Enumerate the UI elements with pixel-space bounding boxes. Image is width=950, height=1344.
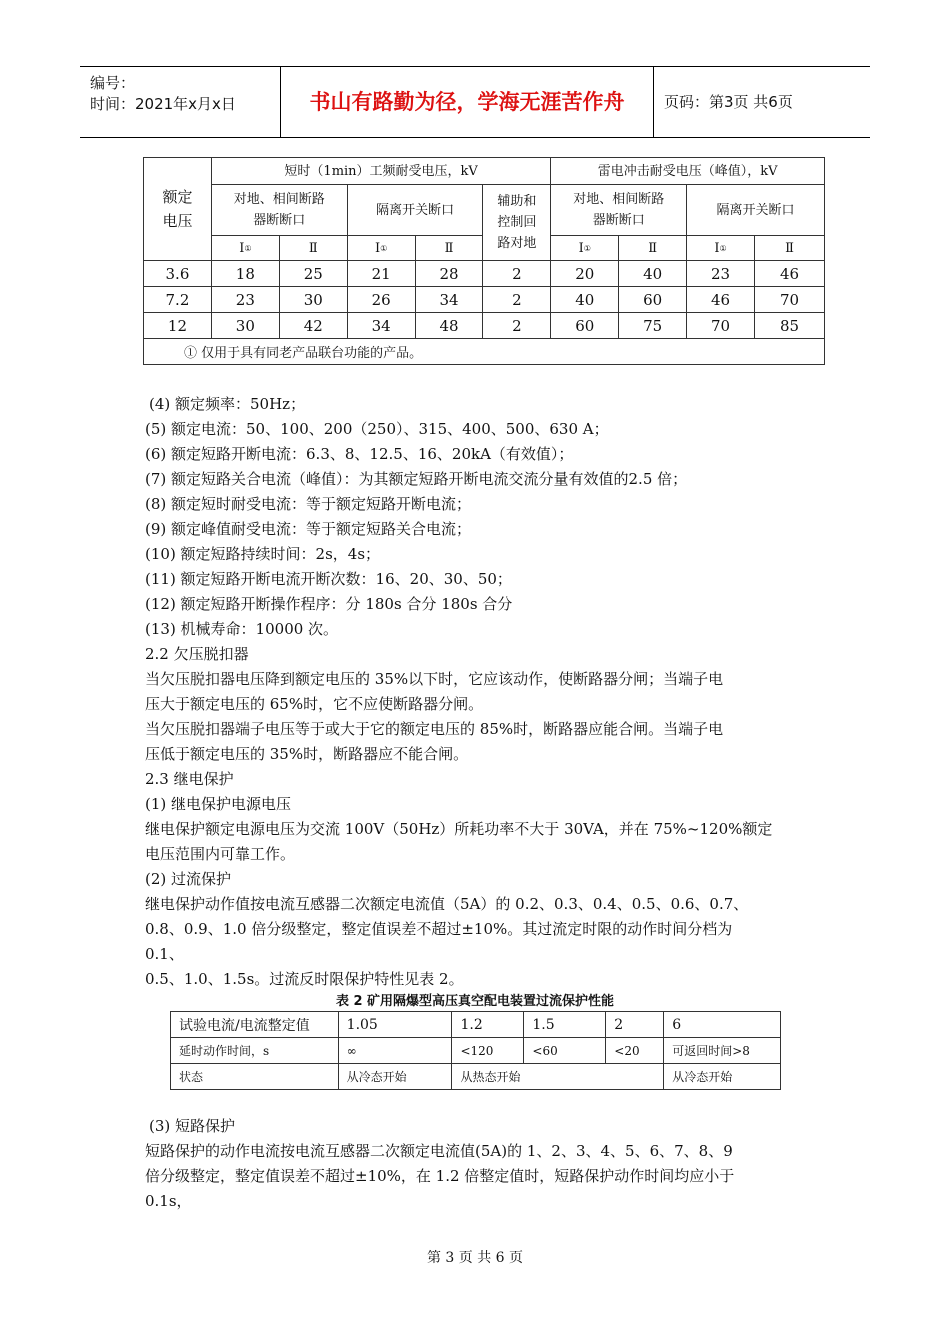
page-footer: 第 3 页 共 6 页 xyxy=(426,1250,524,1266)
body-line: 当欠压脱扣器端子电压等于或大于它的额定电压的 85%时，断路器应能合闸。当端子电 xyxy=(145,720,724,738)
cell: 18 xyxy=(211,261,279,287)
cell: 试验电流/电流整定值 xyxy=(171,1012,339,1038)
cell: 2 xyxy=(483,313,551,339)
cell: <60 xyxy=(524,1038,606,1064)
rated-voltage-header xyxy=(144,158,212,261)
header-text: 对地、相间断路 xyxy=(573,192,665,207)
cell: 7.2 xyxy=(144,287,212,313)
body-line: 继电保护额定电源电压为交流 100V（50Hz）所耗功率不大于 30VA，并在 75%~120%额定 xyxy=(145,820,773,838)
date-label: 时间：2021年x月x日 xyxy=(90,95,236,113)
body-line: (6) 额定短路开断电流：6.3、8、12.5、16、20kA（有效值）； xyxy=(145,445,574,463)
section-heading: 2.3 继电保护 xyxy=(145,770,234,788)
header-text: Ⅰ xyxy=(578,240,584,256)
header-page-info: 页码：第3页 共6页 xyxy=(664,93,793,111)
cell: 从冷态开始 xyxy=(338,1064,452,1090)
cell: 34 xyxy=(347,313,415,339)
col-I xyxy=(551,236,619,261)
note-mark: ① xyxy=(244,243,252,253)
cell: 21 xyxy=(347,261,415,287)
table-row xyxy=(171,1012,781,1038)
table-row xyxy=(144,261,825,287)
body-line: 继电保护动作值按电流互感器二次额定电流值（5A）的 0.2、0.3、0.4、0.5、0.6、0.7、 xyxy=(145,895,749,913)
cell: 1.2 xyxy=(452,1012,524,1038)
col-II: Ⅱ xyxy=(619,236,687,261)
cell: 26 xyxy=(347,287,415,313)
body-line: 电压范围内可靠工作。 xyxy=(145,845,296,863)
cell: 60 xyxy=(551,313,619,339)
col-I xyxy=(211,236,279,261)
body-line: 压大于额定电压的 65%时，它不应使断路器分闸。 xyxy=(145,695,484,713)
header-text: 控制回 xyxy=(497,215,537,230)
table-row xyxy=(171,1064,781,1090)
cell: 75 xyxy=(619,313,687,339)
note-mark: ① xyxy=(583,243,591,253)
cell: 25 xyxy=(279,261,347,287)
body-line: 0.1s， xyxy=(145,1192,192,1210)
cell: 12 xyxy=(144,313,212,339)
body-line: (4) 额定频率：50Hz； xyxy=(149,395,306,413)
cell: 23 xyxy=(687,261,755,287)
cell: 28 xyxy=(415,261,483,287)
header-text: Ⅰ xyxy=(239,240,245,256)
cell: 延时动作时间，s xyxy=(171,1038,339,1064)
page-header xyxy=(80,66,870,138)
serial-label: 编号： xyxy=(90,74,136,92)
body-line: (1) 继电保护电源电压 xyxy=(145,795,292,813)
cell: 40 xyxy=(619,261,687,287)
cell: <20 xyxy=(606,1038,664,1064)
cell: ∞ xyxy=(338,1038,452,1064)
cell: 70 xyxy=(687,313,755,339)
body-line: (2) 过流保护 xyxy=(145,870,232,888)
body-line: 短路保护的动作电流按电流互感器二次额定电流值(5A)的 1、2、3、4、5、6、7、8、9 xyxy=(145,1142,733,1160)
cell: 42 xyxy=(279,313,347,339)
cell: 40 xyxy=(551,287,619,313)
header-motto: 书山有路勤为径，学海无涯苦作舟 xyxy=(281,67,654,137)
withstand-voltage-table xyxy=(143,157,825,365)
body-line: (13) 机械寿命：10000 次。 xyxy=(145,620,339,638)
body-line: (11) 额定短路开断电流开断次数：16、20、30、50； xyxy=(145,570,512,588)
body-line: (9) 额定峰值耐受电流：等于额定短路关合电流； xyxy=(145,520,472,538)
col-I xyxy=(347,236,415,261)
overcurrent-table xyxy=(170,1011,781,1090)
header-text: 器断断口 xyxy=(253,213,306,228)
cell: 3.6 xyxy=(144,261,212,287)
cell: 34 xyxy=(415,287,483,313)
table-footnote: ① 仅用于具有同老产品联台功能的产品。 xyxy=(144,339,825,365)
cell: 2 xyxy=(606,1012,664,1038)
cell: 23 xyxy=(211,287,279,313)
body-line: (12) 额定短路开断操作程序：分 180s 合分 180s 合分 xyxy=(145,595,513,613)
cell: <120 xyxy=(452,1038,524,1064)
cell: 20 xyxy=(551,261,619,287)
cell: 1.05 xyxy=(338,1012,452,1038)
body-line: 0.1、 xyxy=(145,945,184,963)
body-line: (5) 额定电流：50、100、200（250）、315、400、500、630 A； xyxy=(145,420,609,438)
cell: 30 xyxy=(279,287,347,313)
cell: 46 xyxy=(687,287,755,313)
header-text: 额定 xyxy=(162,188,193,206)
cell: 46 xyxy=(755,261,825,287)
power-frequency-group-header: 短时（1min）工频耐受电压，kV xyxy=(211,158,550,185)
col-I xyxy=(687,236,755,261)
section-heading: 2.2 欠压脱扣器 xyxy=(145,645,249,663)
ground-phase-header xyxy=(211,185,347,236)
header-text: Ⅰ xyxy=(714,240,720,256)
header-text: 电压 xyxy=(162,212,193,230)
header-text: Ⅰ xyxy=(374,240,381,256)
col-II: Ⅱ xyxy=(279,236,347,261)
body-line: 倍分级整定，整定值误差不超过±10%，在 1.2 倍整定值时，短路保护动作时间均应小于 xyxy=(145,1167,735,1185)
note-mark: ① xyxy=(380,243,388,253)
isolation-header: 隔离开关断口 xyxy=(687,185,825,236)
cell: 85 xyxy=(755,313,825,339)
body-line: (8) 额定短时耐受电流：等于额定短路开断电流； xyxy=(145,495,472,513)
table-row xyxy=(144,287,825,313)
isolation-header: 隔离开关断口 xyxy=(347,185,483,236)
body-line: 当欠压脱扣器电压降到额定电压的 35%以下时，它应该动作，使断路器分闸；当端子电 xyxy=(145,670,724,688)
cell: 70 xyxy=(755,287,825,313)
col-II: Ⅱ xyxy=(755,236,825,261)
cell: 2 xyxy=(483,261,551,287)
cell: 从冷态开始 xyxy=(664,1064,781,1090)
ground-phase-header xyxy=(551,185,687,236)
table-row xyxy=(144,313,825,339)
lightning-impulse-group-header: 雷电冲击耐受电压（峰值），kV xyxy=(551,158,825,185)
table2-caption: 表 2 矿用隔爆型高压真空配电装置过流保护性能 xyxy=(335,994,615,1009)
body-line: (7) 额定短路关合电流（峰值）：为其额定短路开断电流交流分量有效值的2.5 倍； xyxy=(145,470,688,488)
header-text: 器断断口 xyxy=(592,213,645,228)
col-II: Ⅱ xyxy=(415,236,483,261)
cell: 1.5 xyxy=(524,1012,606,1038)
cell: 48 xyxy=(415,313,483,339)
cell: 6 xyxy=(664,1012,781,1038)
body-line: (10) 额定短路持续时间：2s，4s； xyxy=(145,545,381,563)
body-line: 压低于额定电压的 35%时，断路器应不能合闸。 xyxy=(145,745,469,763)
body-line: 0.5、1.0、1.5s。过流反时限保护特性见表 2。 xyxy=(145,970,464,988)
body-line: (3) 短路保护 xyxy=(149,1117,236,1135)
aux-control-header xyxy=(483,185,551,261)
cell: 可返回时间>8 xyxy=(664,1038,781,1064)
cell: 状态 xyxy=(171,1064,339,1090)
cell: 从热态开始 xyxy=(452,1064,664,1090)
header-text: 对地、相间断路 xyxy=(233,192,325,207)
note-mark: ① xyxy=(719,243,727,253)
cell: 2 xyxy=(483,287,551,313)
cell: 30 xyxy=(211,313,279,339)
header-text: 路对地 xyxy=(497,236,537,251)
table-row xyxy=(171,1038,781,1064)
header-meta xyxy=(80,67,281,137)
body-line: 0.8、0.9、1.0 倍分级整定，整定值误差不超过±10%。其过流定时限的动作时间分档为 xyxy=(145,920,733,938)
header-text: 辅助和 xyxy=(497,194,537,209)
cell: 60 xyxy=(619,287,687,313)
